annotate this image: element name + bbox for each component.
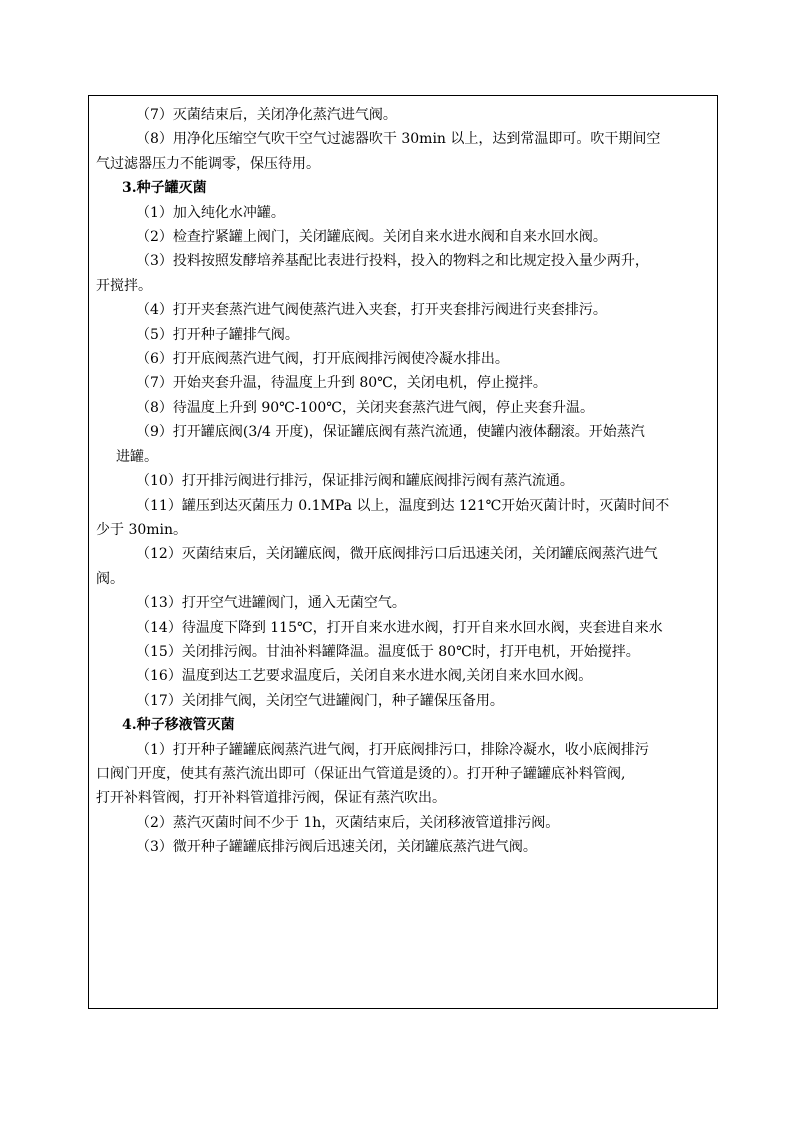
step-paragraph bbox=[96, 616, 714, 640]
step-paragraph bbox=[96, 689, 714, 713]
step-paragraph bbox=[96, 494, 714, 543]
step-paragraph bbox=[96, 201, 714, 225]
step-line: （15）关闭排污阀。甘油补料罐降温。温度低于 80℃时，打开电机，开始搅拌。 bbox=[136, 643, 640, 660]
step-paragraph bbox=[96, 103, 714, 127]
step-line: （4）打开夹套蒸汽进气阀使蒸汽进入夹套，打开夹套排污阀进行夹套排污。 bbox=[136, 302, 607, 319]
step-line: （8）待温度上升到 90℃-100℃，关闭夹套蒸汽进气阀，停止夹套升温。 bbox=[136, 399, 594, 416]
step-paragraph bbox=[96, 298, 714, 322]
step-line-continued: 开搅拌。 bbox=[96, 277, 152, 294]
step-line: （17）关闭排气阀，关闭空气进罐阀门，种子罐保压备用。 bbox=[136, 692, 504, 709]
step-paragraph bbox=[96, 347, 714, 371]
step-paragraph bbox=[96, 591, 714, 615]
step-line: （3）投料按照发酵培养基配比表进行投料，投入的物料之和比规定投入量少两升， bbox=[136, 253, 649, 270]
step-line: （2）蒸汽灭菌时间不少于 1h，灭菌结束后，关闭移液管道排污阀。 bbox=[136, 814, 560, 831]
step-paragraph bbox=[96, 225, 714, 249]
step-paragraph bbox=[96, 738, 714, 811]
step-paragraph bbox=[96, 542, 714, 591]
step-paragraph bbox=[96, 664, 714, 688]
step-line-continued: 口阀门开度，使其有蒸汽流出即可（保证出气管道是烫的）。打开种子罐罐底补料管阀, bbox=[96, 765, 626, 782]
section-heading: 3.种子罐灭菌 bbox=[122, 180, 207, 197]
step-paragraph bbox=[96, 396, 714, 420]
step-line: （8）用净化压缩空气吹干空气过滤器吹干 30min 以上，达到常温即可。吹干期间空 bbox=[136, 131, 661, 148]
step-paragraph bbox=[96, 835, 714, 859]
step-paragraph bbox=[96, 640, 714, 664]
step-line: （7）开始夹套升温，待温度上升到 80℃，关闭电机，停止搅拌。 bbox=[136, 375, 547, 392]
step-paragraph bbox=[96, 323, 714, 347]
document-body bbox=[96, 103, 714, 860]
step-paragraph bbox=[96, 371, 714, 395]
step-paragraph bbox=[96, 420, 714, 469]
section-heading: 4.种子移液管灭菌 bbox=[122, 717, 235, 734]
step-line: （6）打开底阀蒸汽进气阀，打开底阀排污阀使冷凝水排出。 bbox=[136, 351, 509, 368]
step-line: （1）打开种子罐罐底阀蒸汽进气阀，打开底阀排污口，排除冷凝水，收小底阀排污 bbox=[136, 741, 649, 758]
step-line: （11）罐压到达灭菌压力 0.1MPa 以上，温度到达 121℃开始灭菌计时，灭菌时间不 bbox=[136, 497, 670, 514]
step-line-continued: 气过滤器压力不能调零，保压待用。 bbox=[96, 155, 320, 172]
step-paragraph bbox=[96, 249, 714, 298]
step-line: （10）打开排污阀进行排污，保证排污阀和罐底阀排污阀有蒸汽流通。 bbox=[136, 473, 574, 490]
step-paragraph bbox=[96, 811, 714, 835]
step-line-continued: 少于 30min。 bbox=[96, 521, 188, 538]
step-line-continued: 进罐。 bbox=[116, 448, 158, 465]
step-line: （13）打开空气进罐阀门，通入无菌空气。 bbox=[136, 595, 406, 612]
step-line: （12）灭菌结束后，关闭罐底阀，微开底阀排污口后迅速关闭，关闭罐底阀蒸汽进气 bbox=[136, 546, 658, 563]
step-line: （9）打开罐底阀(3/4 开度)，保证罐底阀有蒸汽流通，使罐内液体翻滚。开始蒸汽 bbox=[136, 424, 645, 441]
step-paragraph bbox=[96, 127, 714, 176]
step-line-continued: 打开补料管阀，打开补料管道排污阀，保证有蒸汽吹出。 bbox=[96, 790, 446, 807]
step-line: （3）微开种子罐罐底排污阀后迅速关闭，关闭罐底蒸汽进气阀。 bbox=[136, 839, 537, 856]
step-line: （7）灭菌结束后，关闭净化蒸汽进气阀。 bbox=[136, 107, 397, 123]
step-line-continued: 阀。 bbox=[96, 570, 124, 587]
step-line: （1）加入纯化水冲罐。 bbox=[136, 204, 285, 221]
step-line: （2）检查拧紧罐上阀门，关闭罐底阀。关闭自来水进水阀和自来水回水阀。 bbox=[136, 229, 607, 246]
step-line: （16）温度到达工艺要求温度后，关闭自来水进水阀,关闭自来水回水阀。 bbox=[136, 668, 593, 685]
step-line: （5）打开种子罐排气阀。 bbox=[136, 326, 299, 343]
step-line: （14）待温度下降到 115℃，打开自来水进水阀，打开自来水回水阀，夹套进自来水 bbox=[136, 619, 663, 636]
step-paragraph bbox=[96, 469, 714, 493]
